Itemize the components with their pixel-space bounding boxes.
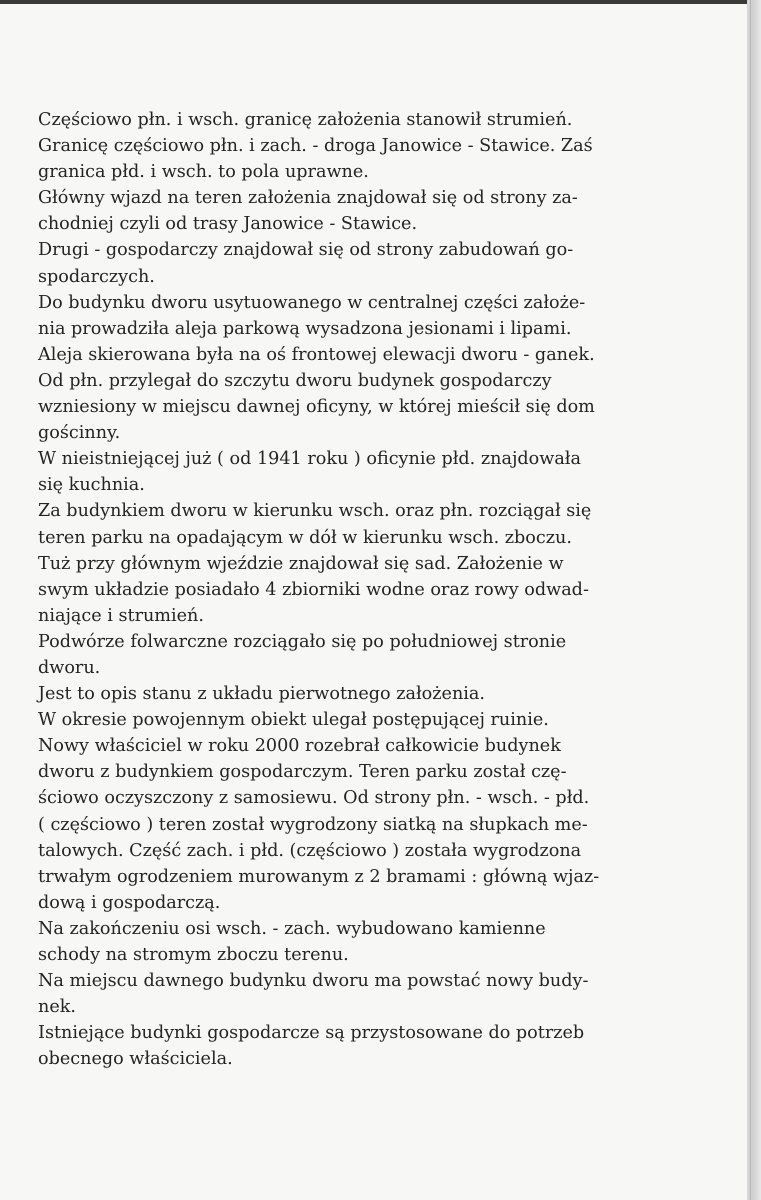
text-line: Główny wjazd na teren założenia znajdował się od strony za- [38,188,578,209]
text-line: Do budynku dworu usytuowanego w centralnej części założe- [38,292,586,313]
text-line: Granicę częściowo płn. i zach. - droga Janowice - Stawice. Zaś [38,136,593,157]
text-line: ściowo oczyszczony z samosiewu. Od strony płn. - wsch. - płd. [38,788,590,809]
text-line: się kuchnia. [38,475,145,496]
text-line: Tuż przy głównym wjeździe znajdował się sad. Założenie w [38,553,564,574]
text-line: talowych. Część zach. i płd. (częściowo ) została wygrodzona [38,840,582,861]
text-line: Podwórze folwarczne rozciągało się po południowej stronie [38,631,567,652]
scan-top-edge [0,0,761,4]
text-line: Nowy właściciel w roku 2000 rozebrał całkowicie budynek [38,736,561,757]
text-line: Za budynkiem dworu w kierunku wsch. oraz płn. rozciągał się [38,501,592,522]
text-line: nek. [38,997,76,1018]
text-line: W okresie powojennym obiekt ulegał postępującej ruinie. [38,710,549,731]
text-line: spodarczych. [38,266,155,287]
text-line: gościnny. [38,423,121,444]
text-line: Drugi - gospodarczy znajdował się od strony zabudowań go- [38,240,574,261]
text-line: dworu z budynkiem gospodarczym. Teren parku został czę- [38,762,567,783]
text-line: Na miejscu dawnego budynku dworu ma powstać nowy budy- [38,971,589,992]
text-line: Jest to opis stanu z układu pierwotnego założenia. [38,684,485,705]
text-line: ( częściowo ) teren został wygrodzony siatką na słupkach me- [38,814,588,835]
text-line: nia prowadziła aleja parkową wysadzona jesionami i lipami. [38,318,572,339]
text-line: schody na stromym zboczu terenu. [38,945,349,965]
scan-right-edge-line [750,0,751,1200]
text-line: Od płn. przylegał do szczytu dworu budynek gospodarczy [38,370,552,391]
text-line: W nieistniejącej już ( od 1941 roku ) oficynie płd. znajdowała [38,449,582,470]
text-line: chodniej czyli od trasy Janowice - Stawice. [38,214,418,235]
text-line: dworu. [38,657,101,678]
document-body-text [38,107,678,1072]
text-line: niające i strumień. [38,605,204,626]
text-line: wzniesiony w miejscu dawnej oficyny, w której mieścił się dom [38,397,595,418]
text-line: Istniejące budynki gospodarcze są przystosowane do potrzeb [38,1023,585,1044]
text-line: swym układzie posiadało 4 zbiorniki wodne oraz rowy odwad- [38,579,589,600]
text-line: trwałym ogrodzeniem murowanym z 2 bramami : główną wjaz- [38,866,600,887]
text-line: dową i gospodarczą. [38,892,221,913]
text-line: teren parku na opadającym w dół w kierunku wsch. zboczu. [38,527,572,548]
text-line: Na zakończeniu osi wsch. - zach. wybudowano kamienne [38,918,546,939]
text-line: granica płd. i wsch. to pola uprawne. [38,162,369,183]
text-line: Aleja skierowana była na oś frontowej elewacji dworu - ganek. [38,344,595,365]
text-line: Częściowo płn. i wsch. granicę założenia stanowił strumień. [38,110,573,130]
text-line: obecnego właściciela. [38,1049,233,1070]
